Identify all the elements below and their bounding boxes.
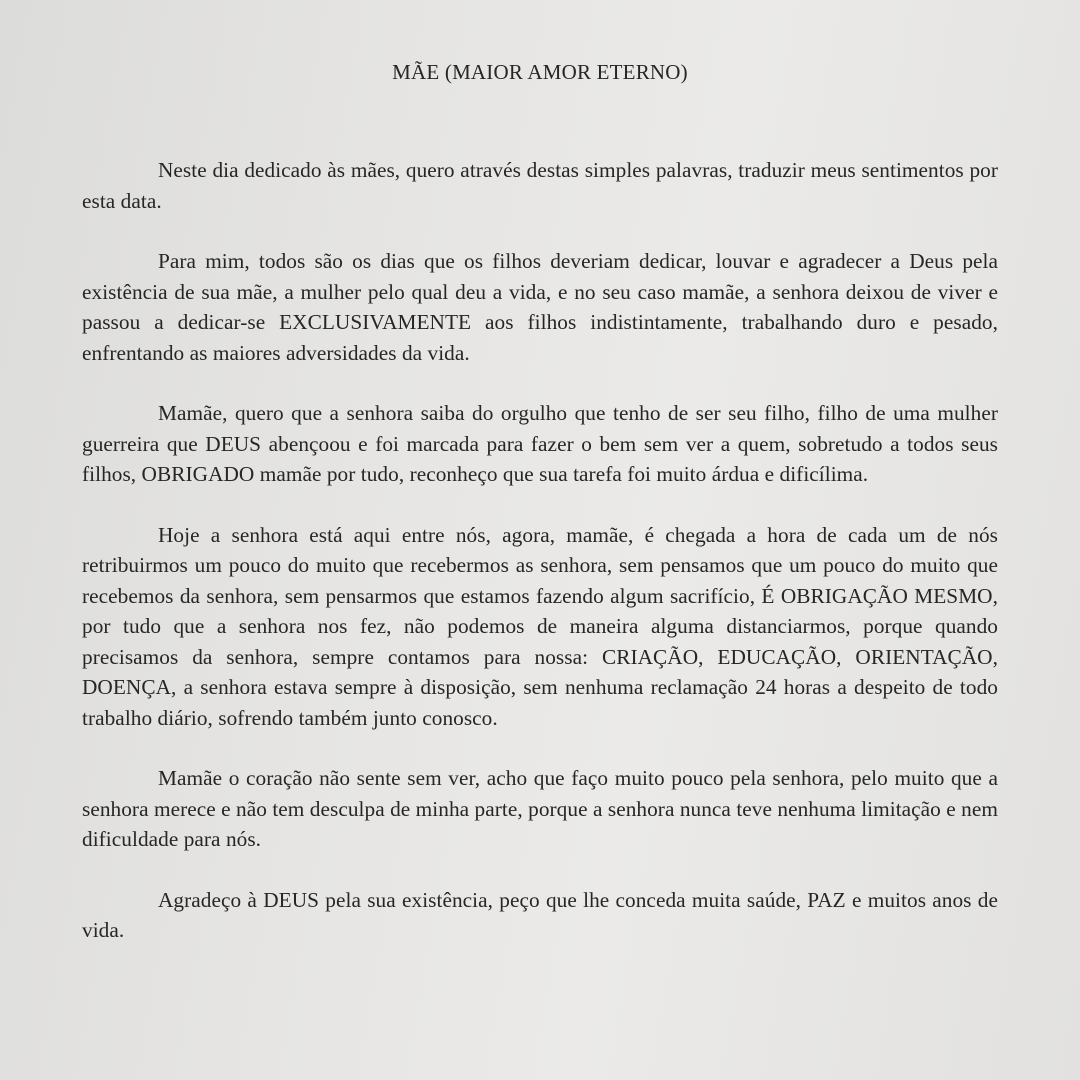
paragraph-6: Agradeço à DEUS pela sua existência, peço que lhe conceda muita saúde, PAZ e muitos anos de vida. xyxy=(82,887,998,942)
paragraph-3: Mamãe, quero que a senhora saiba do orgulho que tenho de ser seu filho, filho de uma mulher guerreira que DEUS abençoou e foi marcada para fazer o bem sem ver a quem, sobretudo a todos seus filhos, OBRIGADO mamãe por tudo, reconheço que sua tarefa foi muito árdua e dificílima. xyxy=(82,401,998,486)
letter-body xyxy=(82,60,998,976)
paragraph-4: Hoje a senhora está aqui entre nós, agora, mamãe, é chegada a hora de cada um de nós retribuirmos um pouco do muito que recebermos as senhora, sem pensamos que um pouco do muito que recebemos da senhora, sem pensarmos que estamos fazendo algum sacrifício, É OBRIGAÇÃO MESMO, por tudo que a senhora nos fez, não podemos de maneira alguma distanciarmos, porque quando precisamos da senhora, sempre contamos para nossa: CRIAÇÃO, EDUCAÇÃO, ORIENTAÇÃO, DOENÇA, a senhora estava sempre à disposição, sem nenhuma reclamação 24 horas a despeito de todo trabalho diário, sofrendo também junto conosco. xyxy=(82,522,998,730)
paragraph-2: Para mim, todos são os dias que os filhos deveriam dedicar, louvar e agradecer a Deus pela existência de sua mãe, a mulher pelo qual deu a vida, e no seu caso mamãe, a senhora deixou de viver e passou a dedicar-se EXCLUSIVAMENTE aos filhos indistintamente, trabalhando duro e pesado, enfrentando as maiores adversidades da vida. xyxy=(82,249,998,365)
paragraph-1: Neste dia dedicado às mães, quero através destas simples palavras, traduzir meus sentimentos por esta data. xyxy=(82,158,998,213)
letter-title: MÃE (MAIOR AMOR ETERNO) xyxy=(392,60,688,84)
paragraph-5: Mamãe o coração não sente sem ver, acho que faço muito pouco pela senhora, pelo muito que a senhora merece e não tem desculpa de minha parte, porque a senhora nunca teve nenhuma limitação e nem dificuldade para nós. xyxy=(82,766,998,851)
